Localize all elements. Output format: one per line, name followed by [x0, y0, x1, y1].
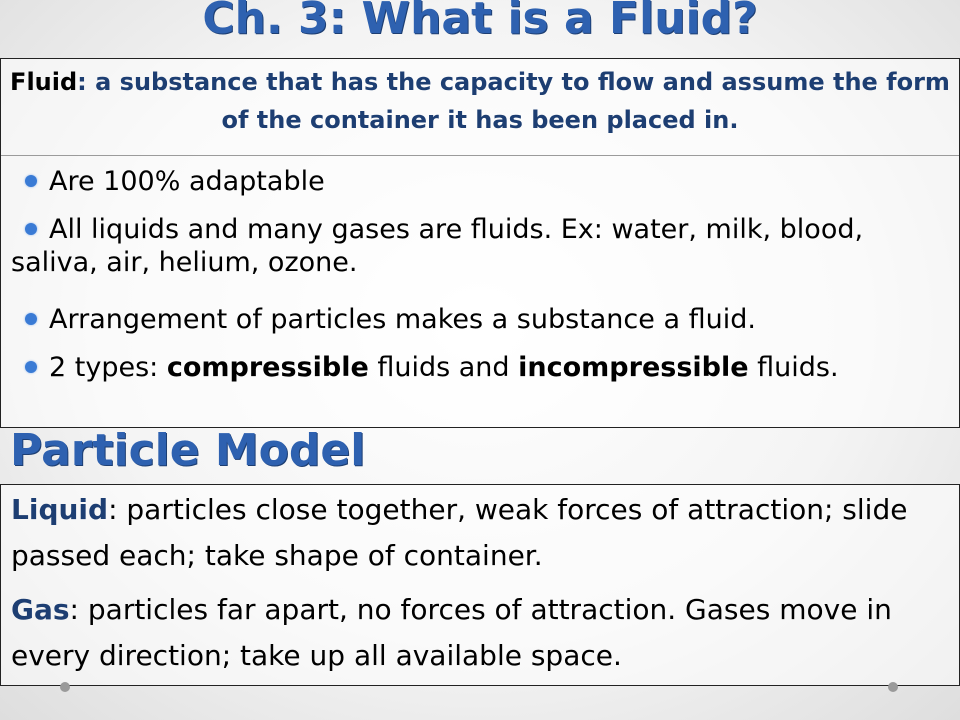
bullet-item: [11, 213, 941, 279]
bullet-text: fluids.: [748, 352, 839, 383]
bullet-bold-term: incompressible: [518, 352, 749, 383]
bullet-item: [11, 351, 941, 384]
bullet-item: [11, 165, 941, 198]
liquid-description: [11, 487, 941, 579]
bullet-text: 2 types:: [49, 352, 167, 383]
bullet-icon: [25, 361, 37, 373]
bullet-text: Arrangement of particles makes a substance a fluid.: [49, 304, 756, 335]
gas-description: [11, 587, 941, 679]
liquid-term: Liquid: [11, 493, 109, 526]
gas-text: : particles far apart, no forces of attraction. Gases move in every direction; take up all available space.: [11, 593, 892, 672]
bullet-icon: [25, 223, 37, 235]
decorative-dot-right: [888, 682, 898, 692]
slide-title: Ch. 3: What is a Fluid?: [202, 0, 758, 44]
bullet-item: [11, 303, 941, 336]
bullet-icon: [25, 175, 37, 187]
bullet-text: fluids and: [368, 352, 519, 383]
liquid-text: : particles close together, weak forces of attraction; slide passed each; take shape of container.: [11, 493, 908, 572]
bullet-icon: [25, 313, 37, 325]
definition-body: : a substance that has the capacity to flow and assume the form of the container it has been placed in.: [77, 68, 950, 134]
definition-term: Fluid: [10, 68, 78, 96]
bullet-bold-term: compressible: [166, 352, 369, 383]
gas-term: Gas: [11, 593, 70, 626]
section-title: Particle Model: [10, 425, 366, 476]
bullet-text: All liquids and many gases are fluids. Ex: water, milk, blood, saliva, air, helium, ozone.: [11, 214, 864, 278]
bullet-list: [0, 155, 960, 428]
particle-model-box: [0, 484, 960, 686]
decorative-dot-left: [60, 682, 70, 692]
definition-text: [5, 63, 955, 139]
definition-box: [0, 58, 960, 156]
bullet-text: Are 100% adaptable: [49, 166, 325, 197]
